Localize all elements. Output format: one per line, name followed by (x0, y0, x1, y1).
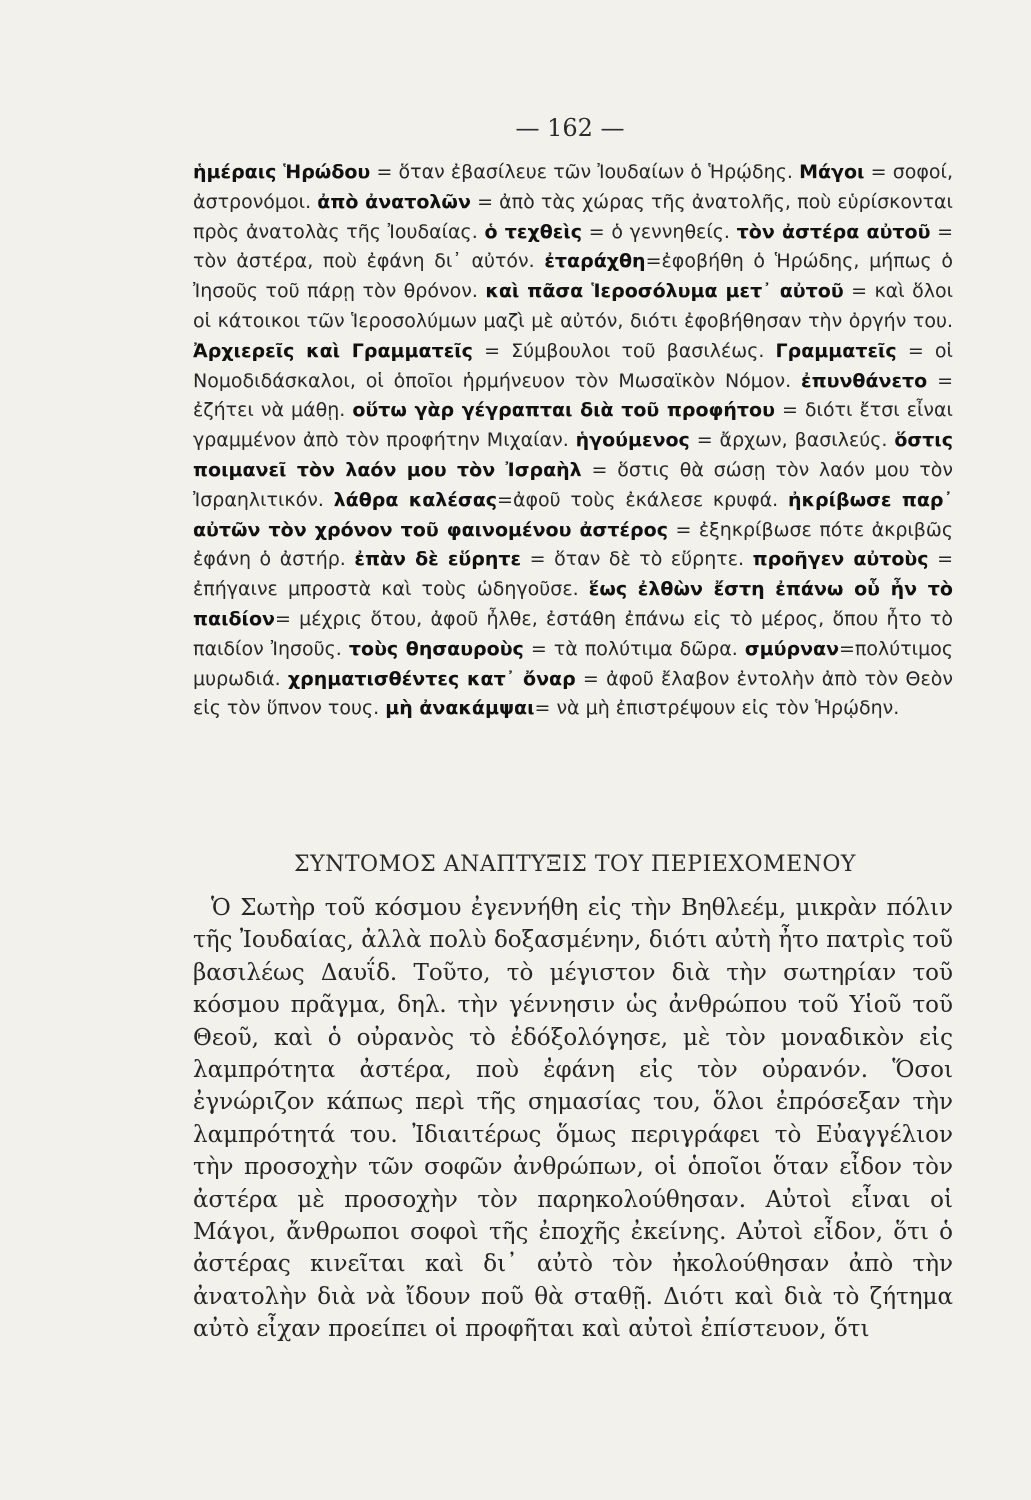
glossary-term: ἐπυνθάνετο (801, 369, 928, 392)
glossary-definition: = ὁ γεννηθείς. (588, 220, 730, 243)
glossary-term: σμύρναν (744, 637, 840, 660)
glossary-term: ἕως ἐλθὼν ἔστη ἐπάνω οὗ ἦν τὸ παιδίον (193, 578, 953, 630)
glossary-term: ἐπὰν δὲ εὕρητε (354, 548, 522, 571)
glossary-definition: =ἐφοβήθη ὁ Ἡρώδης, μήπως ὁ Ἰησοῦς τοῦ πάρῃ τὸν θρόνον. (193, 250, 953, 303)
glossary-definition: = ἄρχων, βασιλεύς. (696, 429, 888, 452)
glossary-definition: = τὰ πολύτιμα δῶρα. (530, 637, 738, 660)
glossary-term: ἠκρίβωσε παρ᾽ αὐτῶν τὸν χρόνον τοῦ φαινομένου ἀστέρος (193, 488, 953, 541)
glossary-definition: = ἐπήγαινε μπροστὰ καὶ τοὺς ὡδηγοῦσε. (193, 548, 953, 601)
glossary-definition: = Σύμβουλοι τοῦ βασιλέως. (484, 339, 765, 362)
glossary-paragraph (193, 158, 953, 724)
summary-paragraph: Ὁ Σωτὴρ τοῦ κόσμου ἐγεννήθη εἰς τὴν Βηθλεέμ, μικρὰν πόλιν τῆς Ἰουδαίας, ἀλλὰ πολὺ δοξασμένην, διότι αὐτὴ ἦτο πατρὶς τοῦ βασιλέως Δαυΐδ. Τοῦτο, τὸ μέγιστον διὰ τὴν σωτηρίαν τοῦ κόσμου πρᾶγμα, δηλ. τὴν γέννησιν ὡς ἀνθρώπου τοῦ Υἱοῦ τοῦ Θεοῦ, καὶ ὁ οὐρανὸς τὸ ἐδόξολόγησε, μὲ τὸν μοναδικὸν εἰς λαμπρότητα ἀστέρα, ποὺ ἐφάνη εἰς τὸν οὐρανόν. Ὅσοι ἐγνώριζον κάπως περὶ τῆς σημασίας του, ὅλοι ἐπρόσεξαν τὴν λαμπρότητά του. Ἰδιαιτέρως ὅμως περιγράφει τὸ Εὐαγγέλιον τὴν προσοχὴν τῶν σοφῶν ἀνθρώπων, οἱ ὁποῖοι ὅταν εἶδον τὸν ἀστέρα μὲ προσοχὴν τὸν παρηκολούθησαν. Αὐτοὶ εἶναι οἱ Μάγοι, ἄνθρωποι σοφοὶ τῆς ἐποχῆς ἐκείνης. Αὐτοὶ εἶδον, ὅτι ὁ ἀστέρας κινεῖται καὶ δι᾽ αὐτὸ τὸν ἠκολούθησαν ἀπὸ τὴν ἀνατολὴν διὰ νὰ ἴδουν ποῦ θὰ σταθῇ. Διότι καὶ διὰ τὸ ζήτημα αὐτὸ εἶχαν προείπει οἱ προφῆται καὶ αὐτοὶ ἐπίστευον, ὅτι (193, 895, 953, 1343)
glossary-term: λάθρα καλέσας (333, 488, 498, 511)
glossary-definition: = ἀπὸ τὰς χώρας τῆς ἀνατολῆς, ποὺ εὑρίσκονται πρὸς ἀνατολὰς τῆς Ἰουδαίας. (193, 190, 953, 243)
section-heading: ΣΥΝΤΟΜΟΣ ΑΝΑΠΤΥΞΙΣ ΤΟΥ ΠΕΡΙΕΧΟΜΕΝΟΥ (294, 852, 856, 877)
glossary-definition: = ἀφοῦ ἔλαβον ἐντολὴν ἀπὸ τὸν Θεὸν εἰς τὸν ὕπνον τους. (193, 667, 953, 720)
page-number: — 162 — (515, 114, 625, 142)
glossary-term: Γραμματεῖς (775, 339, 897, 362)
glossary-term: καὶ πᾶσα Ἱεροσόλυμα μετ᾽ αὐτοῦ (485, 280, 844, 303)
glossary-term: Μάγοι (799, 161, 865, 183)
glossary-term: Ἀρχιερεῖς καὶ Γραμματεῖς (193, 339, 473, 362)
glossary-definition: = καὶ ὅλοι οἱ κάτοικοι τῶν Ἱεροσολύμων μαζὶ μὲ αὐτόν, διότι ἐφοβήθησαν τὴν ὀργήν του. (193, 280, 953, 332)
glossary-term: ἡγούμενος (575, 429, 690, 452)
glossary-definition: = ὅταν δὲ τὸ εὕρητε. (529, 548, 745, 571)
glossary-term: χρηματισθέντες κατ᾽ ὄναρ (287, 667, 576, 690)
glossary-definition: = μέχρις ὅτου, ἀφοῦ ἦλθε, ἐστάθη ἐπάνω εἰς τὸ μέρος, ὅπου ἦτο τὸ παιδίον Ἰησοῦς. (193, 607, 953, 660)
glossary-definition: = ἐξηκρίβωσε πότε ἀκριβῶς ἐφάνη ὁ ἀστήρ. (193, 518, 953, 571)
glossary-term: ὅστις ποιμανεῖ τὸν λαόν μου τὸν Ἰσραὴλ (193, 429, 953, 481)
glossary-term: ἐταράχθη (544, 250, 646, 273)
glossary-definition: = νὰ μὴ ἐπιστρέψουν εἰς τὸν Ἡρῴδην. (534, 697, 900, 720)
glossary-definition: = ὅταν ἐβασίλευε τῶν Ἰουδαίων ὁ Ἡρῴδης. (376, 161, 793, 183)
glossary-term: ὁ τεχθεὶς (484, 220, 583, 243)
glossary-term: ἀπὸ ἀνατολῶν (317, 190, 471, 213)
glossary-term: μὴ ἀνακάμψαι (385, 697, 535, 720)
glossary-term: ἡμέραις Ἡρώδου (193, 161, 371, 183)
glossary-term: οὕτω γὰρ γέγραπται διὰ τοῦ προφήτου (352, 399, 775, 422)
glossary-term: τὸν ἀστέρα αὐτοῦ (736, 220, 931, 243)
glossary-definition: = διότι ἔτσι εἶναι γραμμένον ἀπὸ τὸν προφήτην Μιχαίαν. (193, 399, 953, 452)
glossary-definition: = οἱ Νομοδιδάσκαλοι, οἱ ὁποῖοι ἡρμήνευον τὸν Μωσαϊκὸν Νόμον. (193, 339, 953, 392)
glossary-term: τοὺς θησαυροὺς (348, 637, 524, 660)
glossary-definition: = ἐζήτει νὰ μάθῃ. (193, 369, 953, 422)
glossary-definition: = τὸν ἀστέρα, ποὺ ἐφάνη δι᾽ αὐτόν. (193, 220, 954, 273)
glossary-definition: = σοφοί, ἀστρονόμοι. (193, 161, 953, 213)
glossary-definition: =ἀφοῦ τοὺς ἐκάλεσε κρυφά. (497, 488, 779, 511)
glossary-definition: = ὅστις θὰ σώσῃ τὸν λαόν μου τὸν Ἰσραηλιτικόν. (193, 458, 953, 511)
glossary-definition: =πολύτιμος μυρωδιά. (193, 637, 953, 690)
glossary-term: προῆγεν αὐτοὺς (752, 548, 929, 571)
